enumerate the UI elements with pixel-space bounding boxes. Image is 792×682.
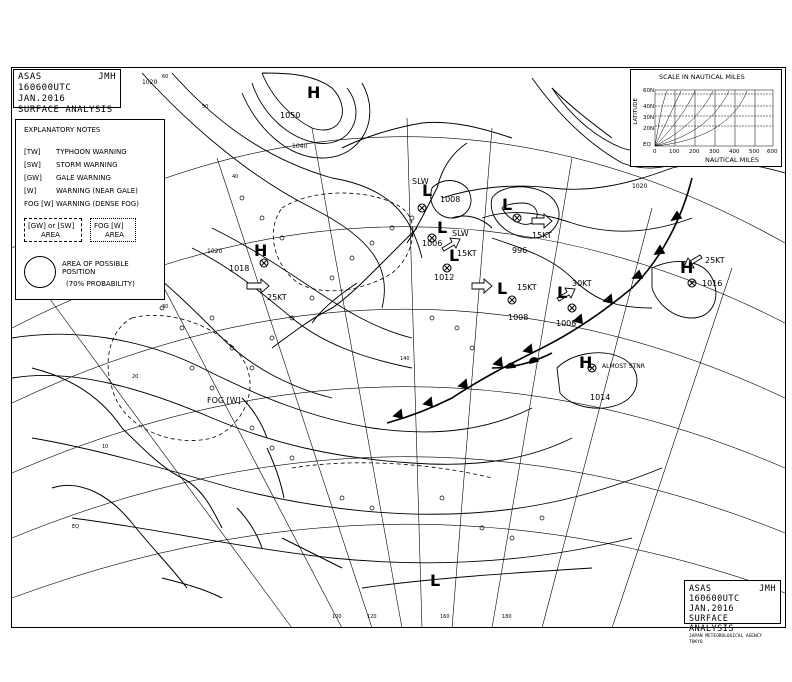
- scale-nm-0: 0: [653, 149, 657, 155]
- lat-label-40: 40: [232, 174, 239, 180]
- scale-lat-60: 60N: [643, 88, 655, 94]
- scale-nm-400: 400: [729, 149, 740, 155]
- high-mainland-pressure: 1018: [229, 264, 250, 273]
- legend-title: EXPLANATORY NOTES: [24, 126, 101, 134]
- scale-lat-40: 40N: [643, 104, 655, 110]
- legend-area-sample-1-label: AREA: [41, 231, 60, 239]
- legend-fog-area-sample: [90, 218, 136, 242]
- scale-lat-label: LATITUDE: [633, 98, 639, 125]
- low-east-japan-pressure: 1008: [508, 313, 529, 322]
- low-pacific-letter: L: [557, 283, 568, 302]
- scale-graph: [655, 86, 777, 148]
- title-station: JMH: [98, 72, 116, 82]
- high-south-pressure: 1014: [590, 393, 611, 402]
- low-east-japan-letter: L: [497, 279, 508, 298]
- low-east-japan-speed: 15KT: [517, 283, 537, 292]
- scale-nm-600: 600: [767, 149, 778, 155]
- scale-box: [630, 69, 782, 167]
- high-south-note: ALMOST STNR: [602, 363, 645, 370]
- footer-agency: JAPAN METEOROLOGICAL AGENCY TOKYO: [689, 634, 763, 645]
- high-east-pressure: 1016: [702, 279, 723, 288]
- low-pacific-speed: 30KT: [572, 279, 592, 288]
- lat-label-eq: EQ: [72, 524, 80, 530]
- legend-area-sample-1: [GW] or [SW]: [28, 222, 75, 230]
- low-okhotsk-warning: SLW: [412, 177, 429, 186]
- low-hokkaido-warning: SLW: [452, 229, 469, 238]
- lon-label-140: 140: [400, 356, 410, 362]
- lat-label-30: 30: [162, 304, 169, 310]
- low-pacific-pressure: 1008: [556, 319, 577, 328]
- legend-circle-text-1: AREA OF POSSIBLE: [62, 260, 129, 268]
- low-japan-sea-speed: 15KT: [457, 249, 477, 258]
- lon-label-160: 160: [440, 614, 450, 620]
- legend-code-w: [W]: [24, 187, 37, 195]
- scale-nm-100: 100: [669, 149, 680, 155]
- low-kurile-speed: 15KT: [532, 231, 552, 240]
- title-type: SURFACE ANALYSIS: [18, 105, 113, 115]
- low-japan-sea-letter: L: [449, 246, 460, 265]
- footer-title-box: [684, 580, 781, 645]
- high-east-letter: H: [680, 258, 694, 277]
- weather-chart: [11, 67, 786, 645]
- legend-circle-text-3: (70% PROBABILITY): [66, 280, 135, 288]
- legend-code-gw: [GW]: [24, 174, 42, 182]
- high-south-letter: H: [579, 353, 593, 372]
- fog-warning-label: FOG [W]: [207, 396, 241, 405]
- scale-lat-eq: EQ: [643, 142, 651, 148]
- lat-label-10: 10: [102, 444, 109, 450]
- legend-text-gw: GALE WARNING: [56, 174, 111, 182]
- low-okhotsk-letter: L: [422, 181, 433, 200]
- legend-circle-text-2: POSITION: [62, 268, 96, 276]
- low-japan-sea-pressure: 1012: [434, 273, 455, 282]
- lat-label-50: 50: [202, 104, 209, 110]
- lon-label-120: 120: [367, 614, 377, 620]
- isobar-label: 1020: [632, 183, 648, 190]
- legend-code-fog: FOG [W]: [24, 200, 54, 208]
- footer-datetime: 160600UTC JAN.2016: [689, 594, 740, 614]
- high-north-pressure: 1050: [280, 111, 301, 120]
- scale-lat-20: 20N: [643, 126, 655, 132]
- high-mainland-speed: 25KT: [267, 293, 287, 302]
- legend-code-sw: [SW]: [24, 161, 41, 169]
- scale-lat-30: 30N: [643, 115, 655, 121]
- legend-probability-circle: [24, 256, 56, 288]
- lon-label-100: 100: [332, 614, 342, 620]
- legend-area-sample-2: FOG [W]: [94, 222, 124, 230]
- scale-nm-label: NAUTICAL MILES: [705, 156, 760, 164]
- lon-label-180: 180: [502, 614, 512, 620]
- footer-line-1: [689, 584, 776, 594]
- legend-gw-sw-area-sample: [24, 218, 82, 242]
- legend-text-fog: WARNING (DENSE FOG): [56, 200, 139, 208]
- legend-box: [15, 119, 165, 300]
- high-north-letter: H: [307, 83, 321, 102]
- low-tropics-letter: L: [430, 571, 441, 590]
- scale-nm-300: 300: [709, 149, 720, 155]
- legend-text-sw: STORM WARNING: [56, 161, 118, 169]
- footer-station: JMH: [759, 584, 776, 594]
- legend-text-w: WARNING (NEAR GALE): [56, 187, 138, 195]
- lat-label-60: 60: [162, 74, 169, 80]
- low-kurile-pressure: 996: [512, 246, 528, 255]
- scale-title: SCALE IN NAUTICAL MILES: [659, 73, 745, 81]
- chart-title-box: [13, 69, 121, 115]
- title-source: ASAS: [18, 72, 42, 82]
- title-line-1: [18, 72, 116, 83]
- legend-area-sample-2-label: AREA: [105, 231, 124, 239]
- scale-nm-200: 200: [689, 149, 700, 155]
- high-east-speed: 25KT: [705, 256, 725, 265]
- low-hokkaido-letter: L: [437, 218, 448, 237]
- footer-source: ASAS: [689, 584, 712, 594]
- lat-label-20: 20: [132, 374, 139, 380]
- isobar-label: 1020: [142, 79, 158, 86]
- low-okhotsk-pressure: 1008: [440, 195, 461, 204]
- low-hokkaido-pressure: 1006: [422, 239, 443, 248]
- legend-code-tw: [TW]: [24, 148, 41, 156]
- footer-type: SURFACE ANALYSIS: [689, 614, 734, 634]
- title-datetime: 160600UTC JAN.2016: [18, 83, 72, 104]
- isobar-label: 1040: [292, 143, 308, 150]
- high-mainland-letter: H: [254, 241, 268, 260]
- scale-nm-500: 500: [749, 149, 760, 155]
- isobar-label: 1020: [207, 248, 223, 255]
- legend-text-tw: TYPHOON WARNING: [56, 148, 127, 156]
- low-kurile-letter: L: [502, 195, 513, 214]
